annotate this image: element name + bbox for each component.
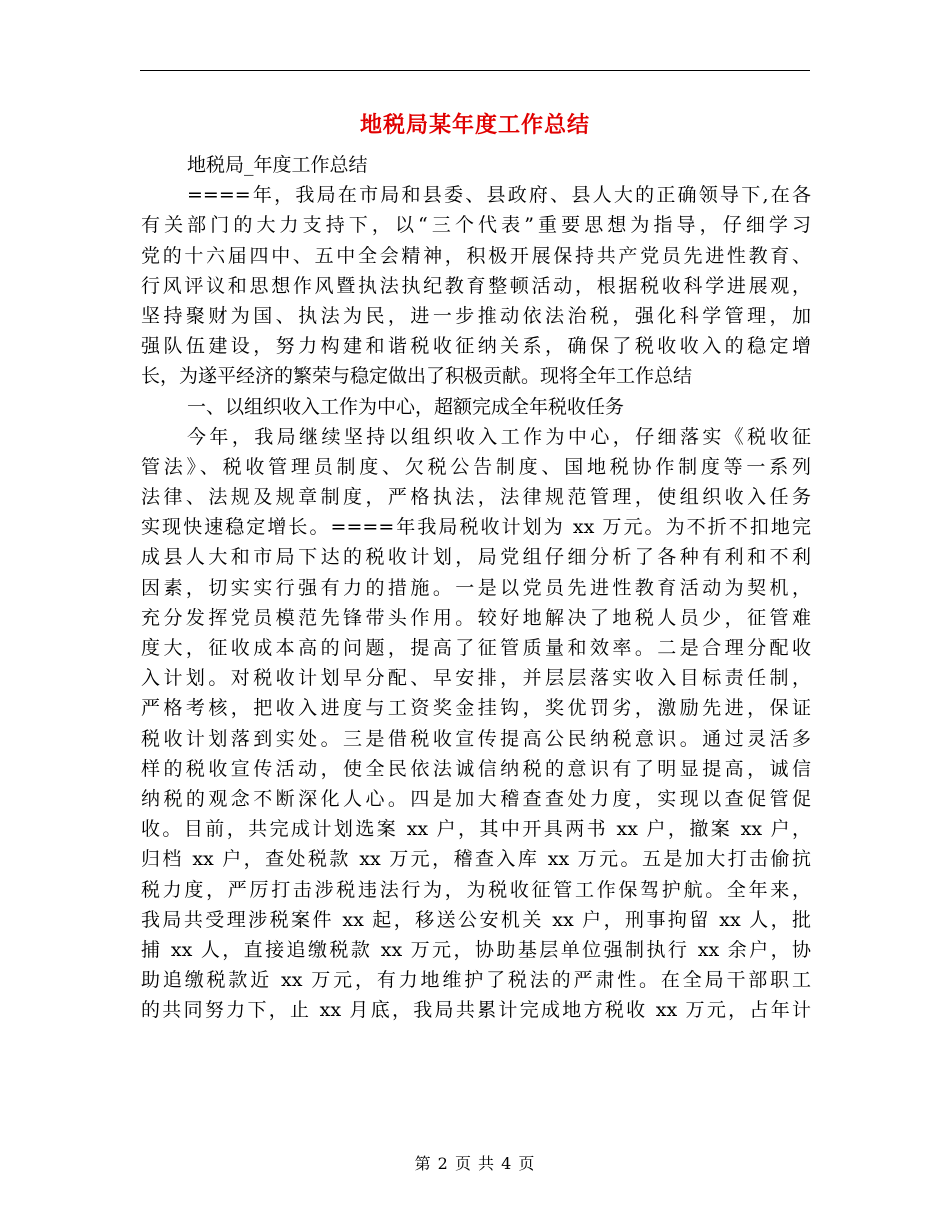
text-line: 有关部门的大力支持下，以“三个代表”重要思想为指导，仔细学习 <box>141 214 811 237</box>
text-line: ====年，我局在市局和县委、县政府、县人大的正确领导下,在各 <box>187 184 811 207</box>
text-line: 的共同努力下，止 xx 月底，我局共累计完成地方税收 xx 万元，占年计 <box>141 999 811 1022</box>
document-title: 地税局某年度工作总结 <box>359 112 590 138</box>
text-line: 成县人大和市局下达的税收计划，局党组仔细分析了各种有利和不利 <box>141 546 811 569</box>
text-line: 纳税的观念不断深化人心。四是加大稽查查处力度，实现以查促管促 <box>141 787 811 810</box>
header-rule <box>140 70 810 71</box>
document-body <box>141 150 811 1025</box>
text-line: 度大，征收成本高的问题，提高了征管质量和效率。二是合理分配收 <box>141 637 811 659</box>
text-line: 收。目前，共完成计划选案 xx 户，其中开具两书 xx 户，撤案 xx 户， <box>141 818 811 841</box>
text-line: 助追缴税款近 xx 万元，有力地维护了税法的严肃性。在全局干部职工 <box>141 969 811 992</box>
text-line: 一、以组织收入工作为中心，超额完成全年税收任务 <box>187 395 625 418</box>
text-line: 税力度，严厉打击涉税违法行为，为税收征管工作保驾护航。全年来， <box>141 878 811 901</box>
text-line: 今年，我局继续坚持以组织收入工作为中心，仔细落实《税收征 <box>187 425 811 448</box>
text-line: 捕 xx 人，直接追缴税款 xx 万元，协助基层单位强制执行 xx 余户，协 <box>141 938 811 961</box>
text-line: 我局共受理涉税案件 xx 起，移送公安机关 xx 户，刑事拘留 xx 人，批 <box>141 908 811 931</box>
text-line: 税收计划落到实处。三是借税收宣传提高公民纳税意识。通过灵活多 <box>141 727 811 750</box>
text-line: 长，为遂平经济的繁荣与稳定做出了积极贡献。现将全年工作总结 <box>141 365 693 388</box>
text-line: 管法》、税收管理员制度、欠税公告制度、国地税协作制度等一系列 <box>141 455 811 478</box>
text-line: 党的十六届四中、五中全会精神，积极开展保持共产党员先进性教育、 <box>141 244 811 267</box>
text-line: 样的税收宣传活动，使全民依法诚信纳税的意识有了明显提高，诚信 <box>141 757 811 780</box>
text-line: 实现快速稳定增长。====年我局税收计划为 xx 万元。为不折不扣地完 <box>141 516 811 539</box>
text-line: 坚持聚财为国、执法为民，进一步推动依法治税，强化科学管理，加 <box>141 304 811 327</box>
text-line: 严格考核，把收入进度与工资奖金挂钩，奖优罚劣，激励先进，保证 <box>141 697 811 720</box>
text-line: 行风评议和思想作风暨执法执纪教育整顿活动，根据税收科学进展观， <box>141 274 811 297</box>
text-line: 法律、法规及规章制度，严格执法，法律规范管理，使组织收入任务 <box>141 486 811 509</box>
text-line: 强队伍建设，努力构建和谐税收征纳关系，确保了税收收入的稳定增 <box>141 335 811 358</box>
text-line: 归档 xx 户，查处税款 xx 万元，稽查入库 xx 万元。五是加大打击偷抗 <box>141 848 811 871</box>
page-number-footer: 第 2 页 共 4 页 <box>414 1154 536 1173</box>
text-line: 充分发挥党员模范先锋带头作用。较好地解决了地税人员少，征管难 <box>141 606 811 629</box>
text-line: 入计划。对税收计划早分配、早安排，并层层落实收入目标责任制， <box>141 667 811 690</box>
text-line: 地税局_年度工作总结 <box>187 154 368 176</box>
text-line: 因素，切实实行强有力的措施。一是以党员先进性教育活动为契机， <box>141 576 811 599</box>
